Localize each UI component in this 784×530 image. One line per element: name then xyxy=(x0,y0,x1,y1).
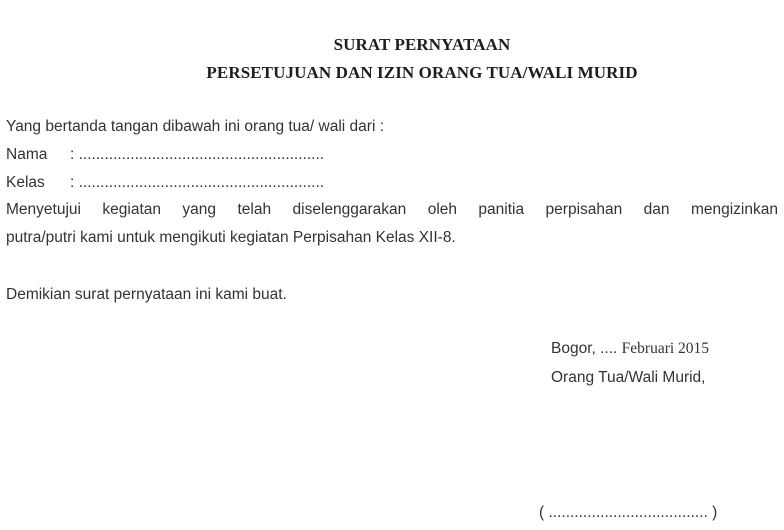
field-kelas xyxy=(6,174,324,192)
intro-text: Yang bertanda tangan dibawah ini orang tua/ wali dari : xyxy=(6,118,385,135)
signatory-role: Orang Tua/Wali Murid, xyxy=(551,369,706,386)
field-value: : ......................................................... xyxy=(70,146,325,163)
document-subtitle: PERSETUJUAN DAN IZIN ORANG TUA/WALI MURID xyxy=(206,63,638,82)
consent-text-line1: Menyetujui kegiatan yang telah diselenggarakan oleh panitia perpisahan dan mengizinkan xyxy=(6,201,778,218)
field-value: : ......................................................... xyxy=(70,174,325,191)
place-date xyxy=(551,340,709,358)
closing-text: Demikian surat pernyataan ini kami buat. xyxy=(6,286,287,303)
field-label: Kelas xyxy=(6,174,45,191)
date: Februari 2015 xyxy=(621,340,710,357)
signature-line: ( ..................................... ) xyxy=(539,504,718,521)
place: Bogor, .... xyxy=(551,340,618,357)
field-nama xyxy=(6,146,324,164)
field-label: Nama xyxy=(6,146,48,163)
document-title: SURAT PERNYATAAN xyxy=(333,35,511,54)
consent-text-line2: putra/putri kami untuk mengikuti kegiatan Perpisahan Kelas XII-8. xyxy=(6,229,456,246)
